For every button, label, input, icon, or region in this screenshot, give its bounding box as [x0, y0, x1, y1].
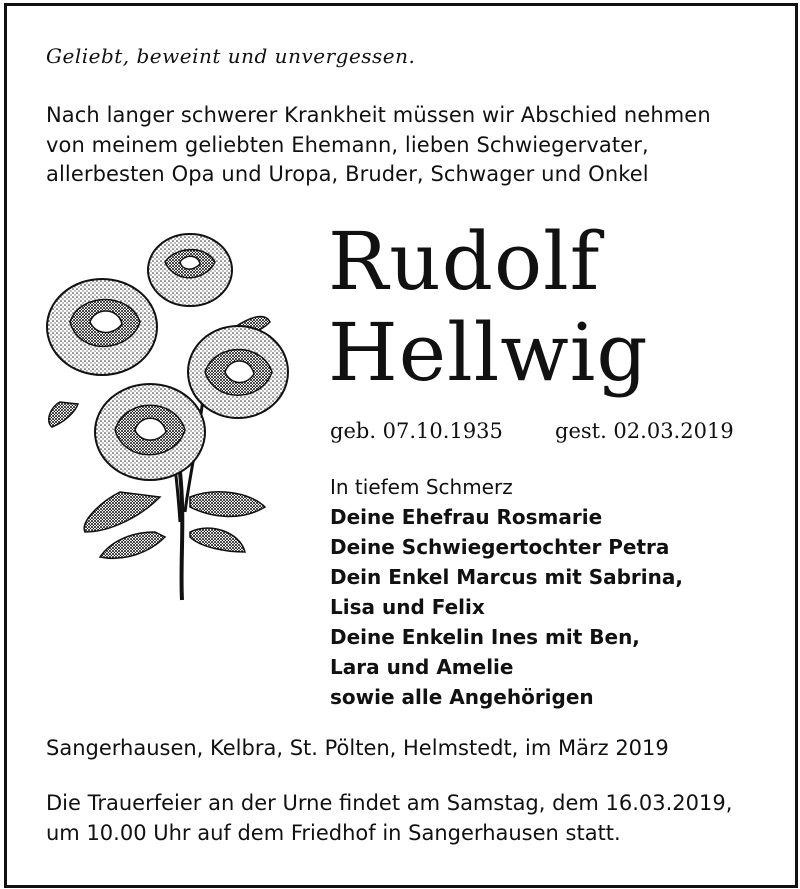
mourner-line: Dein Enkel Marcus mit Sabrina, — [330, 565, 683, 589]
mourner-line: Deine Schwiegertochter Petra — [330, 535, 670, 559]
place-date: Sangerhausen, Kelbra, St. Pölten, Helmstedt, im März 2019 — [46, 736, 669, 760]
mourner-line: sowie alle Angehörigen — [330, 685, 594, 709]
deceased-first-name: Rudolf — [328, 215, 601, 308]
funeral-line: um 10.00 Uhr auf dem Friedhof in Sangerhausen statt. — [46, 821, 621, 845]
mourner-line: Deine Enkelin Ines mit Ben, — [330, 625, 640, 649]
mourner-line: Lisa und Felix — [330, 595, 485, 619]
intro-line: Nach langer schwerer Krankheit müssen wir Abschied nehmen — [46, 103, 711, 127]
mourners-heading: In tiefem Schmerz — [330, 475, 513, 499]
birth-date: geb. 07.10.1935 — [330, 419, 503, 443]
deceased-last-name: Hellwig — [328, 306, 649, 399]
roses-illustration — [40, 232, 290, 602]
motto: Geliebt, beweint und unvergessen. — [46, 44, 416, 68]
intro-text — [46, 101, 711, 190]
death-date: gest. 02.03.2019 — [555, 419, 734, 443]
intro-line: von meinem geliebten Ehemann, lieben Schwiegervater, — [46, 132, 649, 157]
mourner-line: Deine Ehefrau Rosmarie — [330, 505, 603, 529]
funeral-line: Die Trauerfeier an der Urne findet am Samstag, dem 16.03.2019, — [46, 791, 733, 815]
mourner-line: Lara und Amelie — [330, 655, 514, 679]
funeral-info — [46, 788, 732, 848]
mourners-block — [330, 472, 683, 712]
intro-line: allerbesten Opa und Uropa, Bruder, Schwager und Onkel — [46, 162, 649, 186]
